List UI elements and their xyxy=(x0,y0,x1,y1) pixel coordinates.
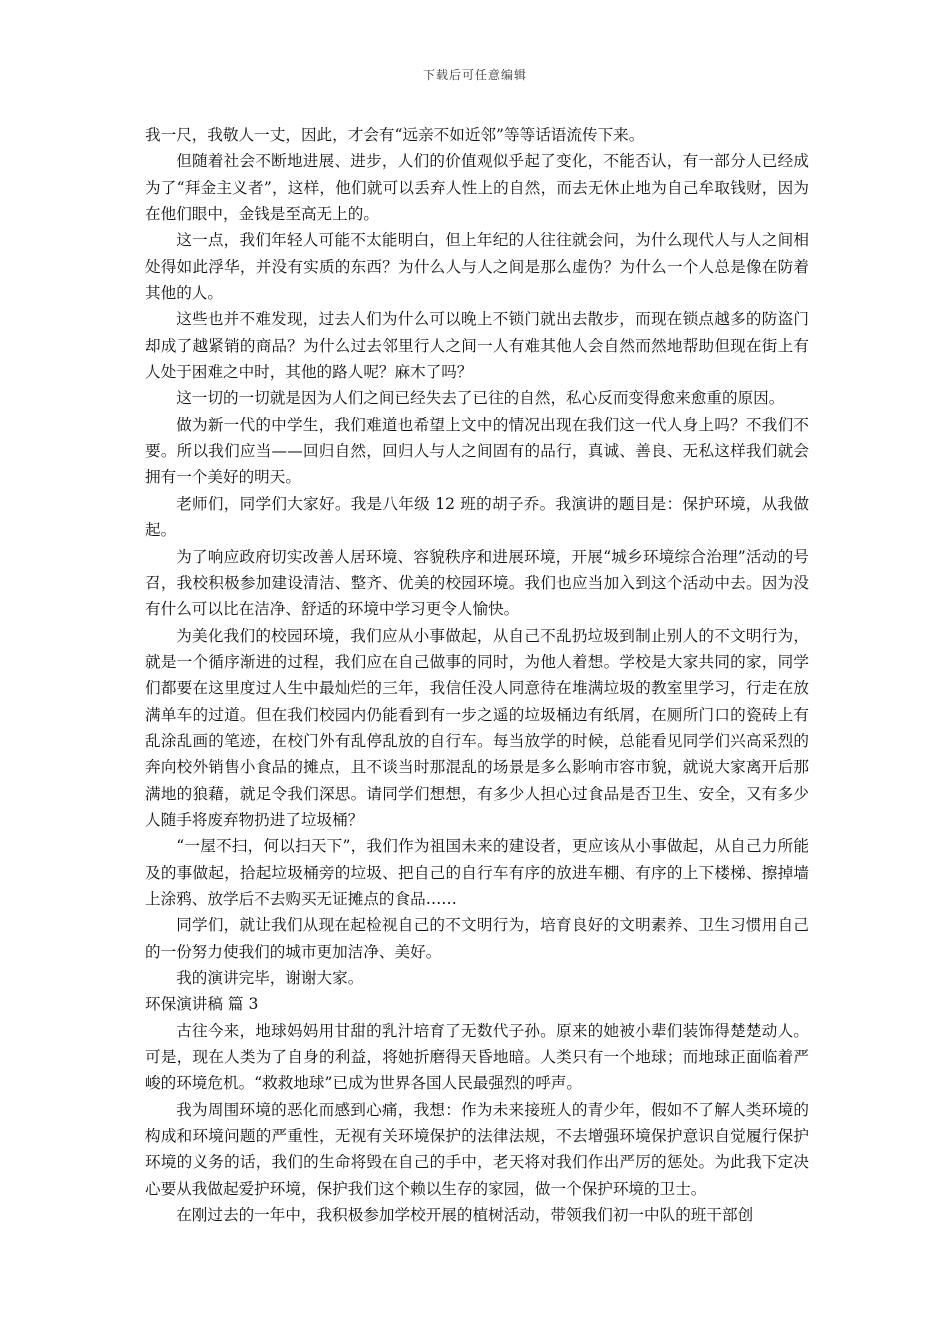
paragraph: “一屋不扫，何以扫天下”，我们作为祖国未来的建设者，更应该从小事做起，从自己力所能及的事做起，拾起垃圾桶旁的垃圾、把自己的自行车有序的放进车棚、有序的上下楼梯、擦掉墙上涂鸦、放学后不去购买无证摊点的食品…… xyxy=(145,837,809,908)
paragraph-continued: 我一尺，我敬人一丈，因此，才会有“远亲不如近邻”等等话语流传下来。 xyxy=(145,126,645,144)
paragraph: 古往今来，地球妈妈用甘甜的乳汁培育了无数代子孙。原来的她被小辈们装饰得楚楚动人。可是，现在人类为了自身的利益，将她折磨得天昏地暗。人类只有一个地球；而地球正面临着严峻的环境危机。“救救地球”已成为世界各国人民最强烈的呼声。 xyxy=(145,1021,809,1093)
paragraph: 在刚过去的一年中，我积极参加学校开展的植树活动，带领我们初一中队的班干部创 xyxy=(176,1206,754,1225)
paragraph: 这一点，我们年轻人可能不太能明白，但上年纪的人往往就会问，为什么现代人与人之间相处得如此浮华，并没有实质的东西？为什么人与人之间是那么虚伪？为什么一个人总是像在防着其他的人。 xyxy=(145,231,809,303)
paragraph: 做为新一代的中学生，我们难道也希望上文中的情况出现在我们这一代人身上吗？不我们不要。所以我们应当——回归自然，回归人与人之间固有的品行，真诚、善良、无私这样我们就会拥有一个美好的明天。 xyxy=(145,415,809,487)
paragraph: 这些也并不难发现，过去人们为什么可以晚上不锁门就出去散步，而现在锁点越多的防盗门却成了越紧销的商品？为什么过去邻里行人之间一人有难其他人会自然而然地帮助但现在街上有人处于困难之中时，其他的路人呢？麻木了吗？ xyxy=(145,310,809,382)
paragraph: 同学们，就让我们从现在起检视自己的不文明行为，培育良好的文明素养、卫生习惯用自己的一份努力使我们的城市更加洁净、美好。 xyxy=(145,916,809,961)
paragraph: 我的演讲完毕，谢谢大家。 xyxy=(176,969,364,987)
paragraph: 这一切的一切就是因为人们之间已经失去了已往的自然，私心反而变得愈来愈重的原因。 xyxy=(176,389,785,408)
paragraph: 我为周围环境的恶化而感到心痛，我想：作为未来接班人的青少年，假如不了解人类环境的构成和环境问题的严重性，无视有关环境保护的法律法规，不去增强环境保护意识自觉履行保护环境的义务的话，我们的生命将毁在自己的手中，老天将对我们作出严厉的惩处。为此我下定决心要从我做起爱护环境，保护我们这个赖以生存的家园，做一个保护环境的卫士。 xyxy=(145,1100,809,1198)
paragraph: 为了响应政府切实改善人居环境、容貌秩序和进展环境，开展“城乡环境综合治理”活动的号召，我校积极参加建设清洁、整齐、优美的校园环境。我们也应当加入到这个活动中去。因为没有什么可以比在洁净、舒适的环境中学习更令人愉快。 xyxy=(145,547,809,619)
section-title: 环保演讲稿 篇 3 xyxy=(145,995,259,1014)
document-body xyxy=(145,122,809,1228)
paragraph: 但随着社会不断地进展、进步，人们的价值观似乎起了变化，不能否认，有一部分人已经成为了“拜金主义者”，这样，他们就可以丢弃人性上的自然，而去无休止地为自己牟取钱财，因为在他们眼中，金钱是至高无上的。 xyxy=(145,152,809,224)
paragraph: 老师们，同学们大家好。我是八年级 12 班的胡子乔。我演讲的题目是：保护环境，从我做起。 xyxy=(145,494,809,540)
paragraph: 为美化我们的校园环境，我们应从小事做起，从自己不乱扔垃圾到制止别人的不文明行为，就是一个循序渐进的过程，我们应在自己做事的同时，为他人着想。学校是大家共同的家，同学们都要在这里度过人生中最灿烂的三年，我信任没人同意待在堆满垃圾的教室里学习，行走在放满单车的过道。但在我们校园内仍能看到有一步之遥的垃圾桶边有纸屑，在厕所门口的瓷砖上有乱涂乱画的笔迹，在校门外有乱停乱放的自行车。每当放学的时候，总能看见同学们兴高采烈的奔向校外销售小食品的摊点，且不谈当时那混乱的场景是多么影响市容市貌，就说大家离开后那满地的狼藉，就足令我们深思。请同学们想想，有多少人担心过食品是否卫生、安全，又有多少人随手将废弃物扔进了垃圾桶？ xyxy=(145,626,809,829)
page-header: 下载后可任意编辑 xyxy=(422,68,527,82)
